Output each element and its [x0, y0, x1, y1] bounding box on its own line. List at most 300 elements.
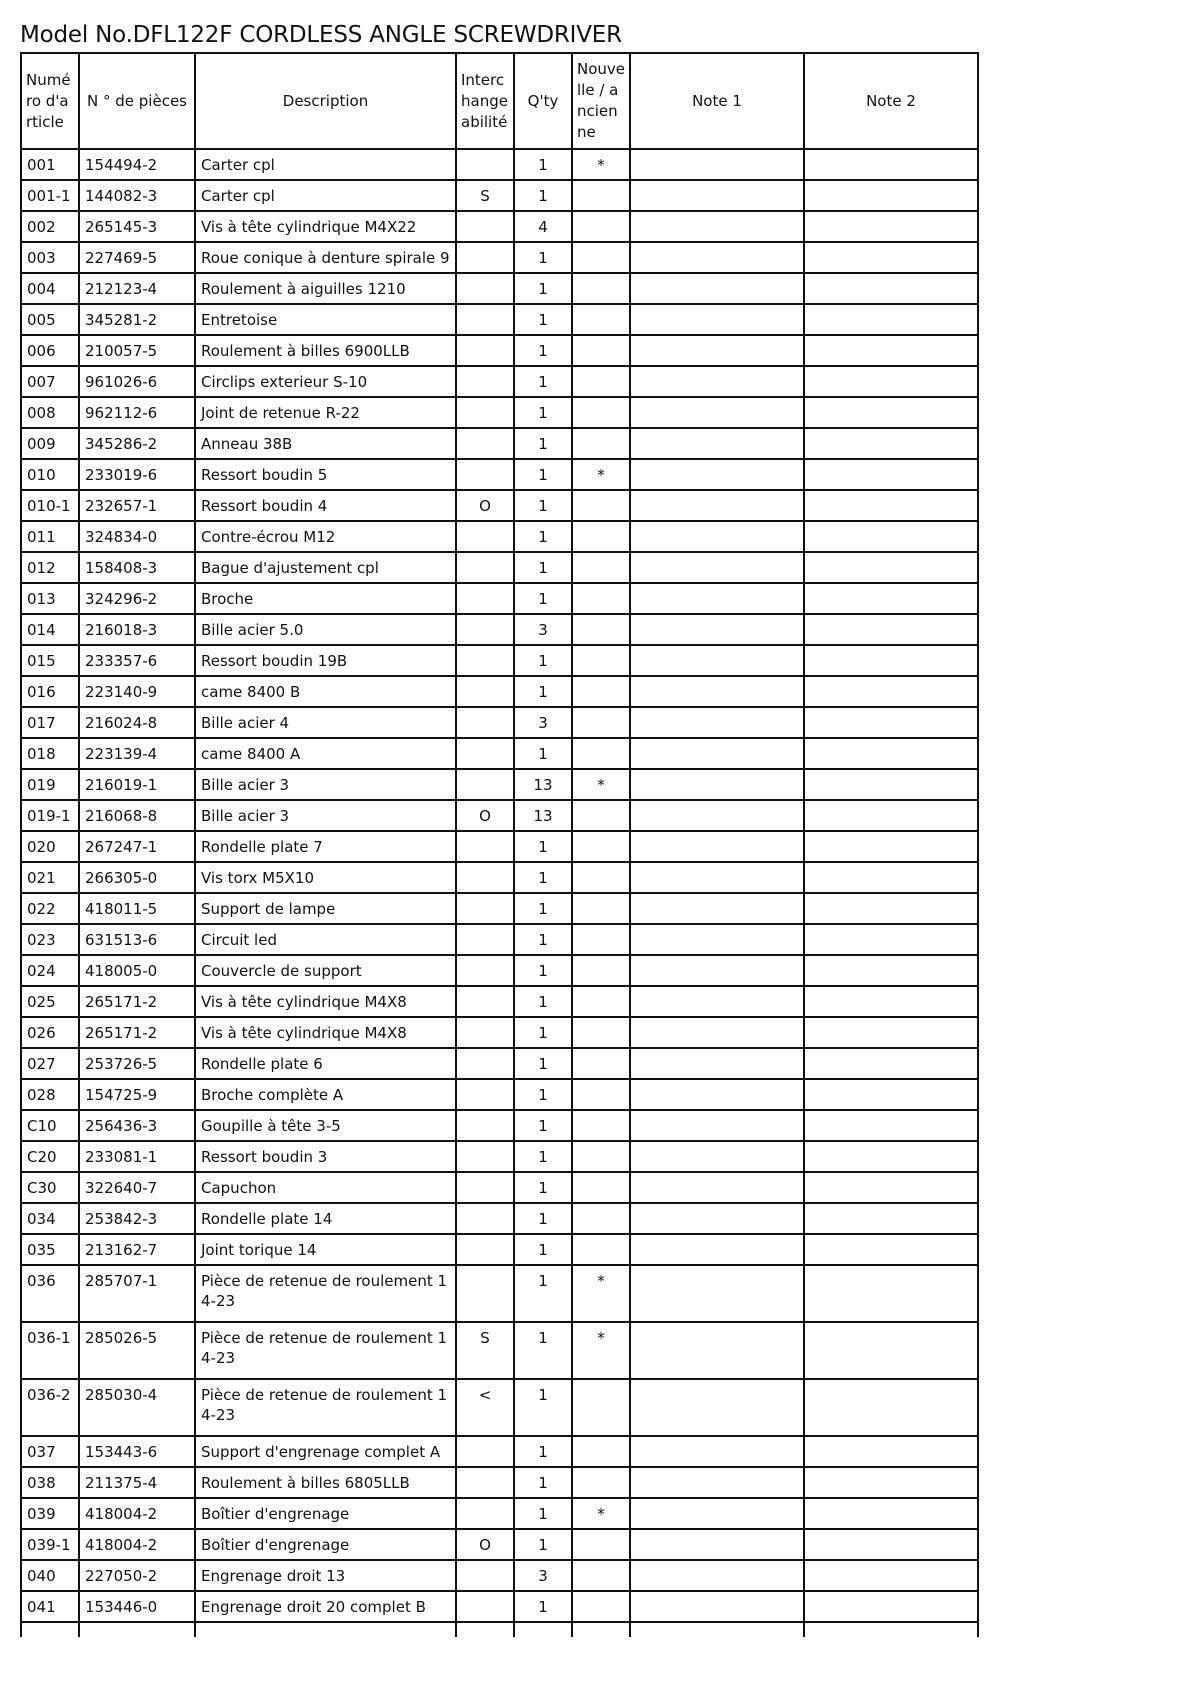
- part-number-cell: 265145-3: [79, 211, 195, 242]
- item-number-cell: 038: [21, 1467, 79, 1498]
- new-old-cell: [572, 304, 630, 335]
- note-2-cell: [804, 986, 978, 1017]
- new-old-cell: [572, 242, 630, 273]
- new-old-cell: [572, 1172, 630, 1203]
- new-old-cell: *: [572, 459, 630, 490]
- note-1-cell: [630, 1203, 804, 1234]
- quantity-cell: 1: [514, 738, 572, 769]
- part-number-cell: 210057-5: [79, 335, 195, 366]
- interchangeability-cell: [456, 1141, 514, 1172]
- part-number-cell: 253726-5: [79, 1048, 195, 1079]
- quantity-cell: 1: [514, 397, 572, 428]
- interchangeability-cell: [456, 676, 514, 707]
- description-cell: came 8400 B: [195, 676, 456, 707]
- item-number-cell: 024: [21, 955, 79, 986]
- table-row: [21, 1172, 978, 1203]
- item-number-cell: C30: [21, 1172, 79, 1203]
- interchangeability-cell: S: [456, 180, 514, 211]
- new-old-cell: [572, 924, 630, 955]
- empty-cell: [630, 1622, 804, 1637]
- description-cell: Anneau 38B: [195, 428, 456, 459]
- note-2-cell: [804, 1265, 978, 1322]
- note-2-cell: [804, 614, 978, 645]
- interchangeability-cell: [456, 211, 514, 242]
- new-old-cell: [572, 1234, 630, 1265]
- note-1-cell: [630, 1560, 804, 1591]
- description-cell: Vis à tête cylindrique M4X8: [195, 986, 456, 1017]
- note-2-cell: [804, 1529, 978, 1560]
- parts-table-body: [21, 149, 978, 1637]
- interchangeability-cell: [456, 1017, 514, 1048]
- note-1-cell: [630, 893, 804, 924]
- note-1-cell: [630, 1234, 804, 1265]
- description-cell: Couvercle de support: [195, 955, 456, 986]
- note-2-cell: [804, 521, 978, 552]
- interchangeability-cell: [456, 1265, 514, 1322]
- quantity-cell: 1: [514, 180, 572, 211]
- part-number-cell: 233081-1: [79, 1141, 195, 1172]
- col-header-part-number: N ° de pièces: [79, 53, 195, 149]
- note-1-cell: [630, 955, 804, 986]
- quantity-cell: 1: [514, 1436, 572, 1467]
- description-cell: Entretoise: [195, 304, 456, 335]
- note-1-cell: [630, 769, 804, 800]
- col-header-note-1: Note 1: [630, 53, 804, 149]
- description-cell: Contre-écrou M12: [195, 521, 456, 552]
- description-cell: Roulement à billes 6900LLB: [195, 335, 456, 366]
- parts-table: [20, 52, 979, 1637]
- new-old-cell: [572, 1048, 630, 1079]
- quantity-cell: 1: [514, 490, 572, 521]
- interchangeability-cell: <: [456, 1379, 514, 1436]
- item-number-cell: C20: [21, 1141, 79, 1172]
- part-number-cell: 285026-5: [79, 1322, 195, 1379]
- note-2-cell: [804, 831, 978, 862]
- note-1-cell: [630, 862, 804, 893]
- col-header-interchangeability: Interchangeabilité: [456, 53, 514, 149]
- item-number-cell: 001-1: [21, 180, 79, 211]
- new-old-cell: [572, 1379, 630, 1436]
- interchangeability-cell: [456, 986, 514, 1017]
- item-number-cell: 018: [21, 738, 79, 769]
- table-row: [21, 149, 978, 180]
- empty-cell: [572, 1622, 630, 1637]
- item-number-cell: 039-1: [21, 1529, 79, 1560]
- part-number-cell: 631513-6: [79, 924, 195, 955]
- new-old-cell: [572, 335, 630, 366]
- quantity-cell: 1: [514, 335, 572, 366]
- interchangeability-cell: [456, 924, 514, 955]
- note-1-cell: [630, 1048, 804, 1079]
- note-1-cell: [630, 1079, 804, 1110]
- new-old-cell: [572, 676, 630, 707]
- part-number-cell: 216068-8: [79, 800, 195, 831]
- description-cell: Support d'engrenage complet A: [195, 1436, 456, 1467]
- interchangeability-cell: [456, 862, 514, 893]
- new-old-cell: [572, 1560, 630, 1591]
- note-2-cell: [804, 1234, 978, 1265]
- part-number-cell: 285030-4: [79, 1379, 195, 1436]
- description-cell: Bille acier 3: [195, 800, 456, 831]
- interchangeability-cell: [456, 738, 514, 769]
- item-number-cell: 009: [21, 428, 79, 459]
- interchangeability-cell: [456, 1110, 514, 1141]
- interchangeability-cell: [456, 552, 514, 583]
- interchangeability-cell: [456, 428, 514, 459]
- table-row: [21, 242, 978, 273]
- part-number-cell: 153446-0: [79, 1591, 195, 1622]
- note-2-cell: [804, 397, 978, 428]
- description-cell: Pièce de retenue de roulement 14-23: [195, 1379, 456, 1436]
- quantity-cell: 1: [514, 1591, 572, 1622]
- new-old-cell: *: [572, 149, 630, 180]
- table-row: [21, 552, 978, 583]
- item-number-cell: 008: [21, 397, 79, 428]
- note-2-cell: [804, 1379, 978, 1436]
- note-1-cell: [630, 614, 804, 645]
- new-old-cell: [572, 211, 630, 242]
- table-row: [21, 800, 978, 831]
- item-number-cell: 037: [21, 1436, 79, 1467]
- interchangeability-cell: [456, 1079, 514, 1110]
- interchangeability-cell: [456, 583, 514, 614]
- note-2-cell: [804, 242, 978, 273]
- item-number-cell: 011: [21, 521, 79, 552]
- quantity-cell: 1: [514, 924, 572, 955]
- interchangeability-cell: [456, 397, 514, 428]
- interchangeability-cell: [456, 831, 514, 862]
- note-1-cell: [630, 1265, 804, 1322]
- item-number-cell: 013: [21, 583, 79, 614]
- new-old-cell: [572, 1467, 630, 1498]
- interchangeability-cell: [456, 769, 514, 800]
- note-1-cell: [630, 1172, 804, 1203]
- quantity-cell: 1: [514, 831, 572, 862]
- note-2-cell: [804, 335, 978, 366]
- item-number-cell: 010-1: [21, 490, 79, 521]
- note-2-cell: [804, 211, 978, 242]
- quantity-cell: 1: [514, 304, 572, 335]
- item-number-cell: 012: [21, 552, 79, 583]
- item-number-cell: 036: [21, 1265, 79, 1322]
- new-old-cell: [572, 1529, 630, 1560]
- new-old-cell: [572, 583, 630, 614]
- new-old-cell: [572, 1203, 630, 1234]
- description-cell: Engrenage droit 20 complet B: [195, 1591, 456, 1622]
- item-number-cell: 019: [21, 769, 79, 800]
- interchangeability-cell: [456, 955, 514, 986]
- description-cell: Boîtier d'engrenage: [195, 1498, 456, 1529]
- part-number-cell: 227469-5: [79, 242, 195, 273]
- new-old-cell: [572, 800, 630, 831]
- interchangeability-cell: O: [456, 800, 514, 831]
- quantity-cell: 1: [514, 521, 572, 552]
- note-1-cell: [630, 1436, 804, 1467]
- description-cell: Bille acier 3: [195, 769, 456, 800]
- table-header-row: [21, 53, 978, 149]
- empty-cell: [195, 1622, 456, 1637]
- description-cell: Bille acier 5.0: [195, 614, 456, 645]
- note-2-cell: [804, 304, 978, 335]
- part-number-cell: 232657-1: [79, 490, 195, 521]
- new-old-cell: *: [572, 1498, 630, 1529]
- quantity-cell: 1: [514, 149, 572, 180]
- new-old-cell: [572, 428, 630, 459]
- quantity-cell: 1: [514, 1322, 572, 1379]
- table-row: [21, 428, 978, 459]
- description-cell: Capuchon: [195, 1172, 456, 1203]
- quantity-cell: 13: [514, 769, 572, 800]
- description-cell: Broche: [195, 583, 456, 614]
- table-row: [21, 583, 978, 614]
- table-row: [21, 1079, 978, 1110]
- quantity-cell: 1: [514, 955, 572, 986]
- item-number-cell: 006: [21, 335, 79, 366]
- note-1-cell: [630, 800, 804, 831]
- col-header-note-2: Note 2: [804, 53, 978, 149]
- quantity-cell: 1: [514, 645, 572, 676]
- quantity-cell: 1: [514, 459, 572, 490]
- note-2-cell: [804, 149, 978, 180]
- quantity-cell: 1: [514, 366, 572, 397]
- quantity-cell: 13: [514, 800, 572, 831]
- part-number-cell: 418004-2: [79, 1529, 195, 1560]
- quantity-cell: 3: [514, 614, 572, 645]
- new-old-cell: [572, 986, 630, 1017]
- col-header-new-old: Nouvelle / ancienne: [572, 53, 630, 149]
- note-1-cell: [630, 366, 804, 397]
- note-1-cell: [630, 1529, 804, 1560]
- part-number-cell: 324834-0: [79, 521, 195, 552]
- table-row: [21, 1234, 978, 1265]
- item-number-cell: 007: [21, 366, 79, 397]
- part-number-cell: 213162-7: [79, 1234, 195, 1265]
- table-row: [21, 1048, 978, 1079]
- description-cell: Support de lampe: [195, 893, 456, 924]
- description-cell: Bague d'ajustement cpl: [195, 552, 456, 583]
- part-number-cell: 154725-9: [79, 1079, 195, 1110]
- new-old-cell: [572, 738, 630, 769]
- item-number-cell: 022: [21, 893, 79, 924]
- part-number-cell: 223139-4: [79, 738, 195, 769]
- interchangeability-cell: [456, 1436, 514, 1467]
- part-number-cell: 324296-2: [79, 583, 195, 614]
- table-row: [21, 180, 978, 211]
- quantity-cell: 1: [514, 273, 572, 304]
- table-row: [21, 1498, 978, 1529]
- interchangeability-cell: [456, 1048, 514, 1079]
- empty-cell: [21, 1622, 79, 1637]
- interchangeability-cell: O: [456, 490, 514, 521]
- interchangeability-cell: S: [456, 1322, 514, 1379]
- item-number-cell: 017: [21, 707, 79, 738]
- note-2-cell: [804, 366, 978, 397]
- quantity-cell: 1: [514, 1467, 572, 1498]
- note-2-cell: [804, 583, 978, 614]
- note-2-cell: [804, 1467, 978, 1498]
- note-1-cell: [630, 645, 804, 676]
- note-2-cell: [804, 738, 978, 769]
- item-number-cell: 035: [21, 1234, 79, 1265]
- note-1-cell: [630, 304, 804, 335]
- note-1-cell: [630, 149, 804, 180]
- note-1-cell: [630, 552, 804, 583]
- item-number-cell: 016: [21, 676, 79, 707]
- item-number-cell: 001: [21, 149, 79, 180]
- table-row: [21, 676, 978, 707]
- description-cell: Joint de retenue R-22: [195, 397, 456, 428]
- table-row: [21, 862, 978, 893]
- quantity-cell: 1: [514, 893, 572, 924]
- table-row: [21, 490, 978, 521]
- note-2-cell: [804, 862, 978, 893]
- interchangeability-cell: [456, 645, 514, 676]
- empty-cell: [804, 1622, 978, 1637]
- note-2-cell: [804, 1591, 978, 1622]
- interchangeability-cell: [456, 1560, 514, 1591]
- note-1-cell: [630, 242, 804, 273]
- col-header-description: Description: [195, 53, 456, 149]
- new-old-cell: [572, 180, 630, 211]
- item-number-cell: C10: [21, 1110, 79, 1141]
- note-1-cell: [630, 1141, 804, 1172]
- interchangeability-cell: [456, 242, 514, 273]
- table-row: [21, 1203, 978, 1234]
- note-2-cell: [804, 180, 978, 211]
- description-cell: Engrenage droit 13: [195, 1560, 456, 1591]
- table-row: [21, 1141, 978, 1172]
- part-number-cell: 212123-4: [79, 273, 195, 304]
- part-number-cell: 418004-2: [79, 1498, 195, 1529]
- table-row: [21, 738, 978, 769]
- description-cell: Goupille à tête 3-5: [195, 1110, 456, 1141]
- item-number-cell: 021: [21, 862, 79, 893]
- part-number-cell: 227050-2: [79, 1560, 195, 1591]
- note-1-cell: [630, 490, 804, 521]
- new-old-cell: *: [572, 1322, 630, 1379]
- empty-cell: [514, 1622, 572, 1637]
- item-number-cell: 015: [21, 645, 79, 676]
- part-number-cell: 158408-3: [79, 552, 195, 583]
- interchangeability-cell: [456, 1498, 514, 1529]
- new-old-cell: [572, 521, 630, 552]
- note-1-cell: [630, 1379, 804, 1436]
- empty-cell: [456, 1622, 514, 1637]
- description-cell: Circuit led: [195, 924, 456, 955]
- quantity-cell: 1: [514, 862, 572, 893]
- item-number-cell: 034: [21, 1203, 79, 1234]
- note-1-cell: [630, 335, 804, 366]
- description-cell: Roulement à billes 6805LLB: [195, 1467, 456, 1498]
- note-2-cell: [804, 428, 978, 459]
- new-old-cell: [572, 397, 630, 428]
- quantity-cell: 1: [514, 1017, 572, 1048]
- interchangeability-cell: [456, 521, 514, 552]
- table-row: [21, 459, 978, 490]
- col-header-quantity: Q'ty: [514, 53, 572, 149]
- table-row: [21, 924, 978, 955]
- part-number-cell: 265171-2: [79, 1017, 195, 1048]
- item-number-cell: 041: [21, 1591, 79, 1622]
- item-number-cell: 028: [21, 1079, 79, 1110]
- interchangeability-cell: [456, 304, 514, 335]
- interchangeability-cell: [456, 707, 514, 738]
- quantity-cell: 1: [514, 242, 572, 273]
- note-2-cell: [804, 1322, 978, 1379]
- item-number-cell: 026: [21, 1017, 79, 1048]
- note-1-cell: [630, 1017, 804, 1048]
- note-2-cell: [804, 707, 978, 738]
- part-number-cell: 233019-6: [79, 459, 195, 490]
- note-2-cell: [804, 552, 978, 583]
- quantity-cell: 1: [514, 1234, 572, 1265]
- description-cell: Pièce de retenue de roulement 14-23: [195, 1322, 456, 1379]
- interchangeability-cell: [456, 1172, 514, 1203]
- part-number-cell: 285707-1: [79, 1265, 195, 1322]
- quantity-cell: 1: [514, 1379, 572, 1436]
- new-old-cell: [572, 1017, 630, 1048]
- item-number-cell: 020: [21, 831, 79, 862]
- part-number-cell: 961026-6: [79, 366, 195, 397]
- part-number-cell: 267247-1: [79, 831, 195, 862]
- part-number-cell: 216019-1: [79, 769, 195, 800]
- item-number-cell: 039: [21, 1498, 79, 1529]
- table-row: [21, 211, 978, 242]
- part-number-cell: 253842-3: [79, 1203, 195, 1234]
- quantity-cell: 1: [514, 1110, 572, 1141]
- new-old-cell: *: [572, 769, 630, 800]
- description-cell: Ressort boudin 5: [195, 459, 456, 490]
- table-row: [21, 521, 978, 552]
- quantity-cell: 1: [514, 552, 572, 583]
- part-number-cell: 265171-2: [79, 986, 195, 1017]
- note-1-cell: [630, 1110, 804, 1141]
- description-cell: Pièce de retenue de roulement 14-23: [195, 1265, 456, 1322]
- part-number-cell: 266305-0: [79, 862, 195, 893]
- note-2-cell: [804, 676, 978, 707]
- item-number-cell: 040: [21, 1560, 79, 1591]
- table-row: [21, 335, 978, 366]
- note-1-cell: [630, 397, 804, 428]
- table-row: [21, 1265, 978, 1322]
- item-number-cell: 002: [21, 211, 79, 242]
- interchangeability-cell: [456, 614, 514, 645]
- note-1-cell: [630, 738, 804, 769]
- new-old-cell: [572, 1141, 630, 1172]
- table-row: [21, 614, 978, 645]
- note-1-cell: [630, 831, 804, 862]
- interchangeability-cell: [456, 366, 514, 397]
- note-2-cell: [804, 1141, 978, 1172]
- part-number-cell: 256436-3: [79, 1110, 195, 1141]
- note-2-cell: [804, 800, 978, 831]
- interchangeability-cell: [456, 335, 514, 366]
- note-2-cell: [804, 893, 978, 924]
- description-cell: Joint torique 14: [195, 1234, 456, 1265]
- item-number-cell: 025: [21, 986, 79, 1017]
- interchangeability-cell: [456, 1467, 514, 1498]
- table-row: [21, 769, 978, 800]
- new-old-cell: [572, 1436, 630, 1467]
- item-number-cell: 036-2: [21, 1379, 79, 1436]
- note-1-cell: [630, 1498, 804, 1529]
- item-number-cell: 023: [21, 924, 79, 955]
- note-2-cell: [804, 769, 978, 800]
- new-old-cell: [572, 366, 630, 397]
- note-2-cell: [804, 273, 978, 304]
- interchangeability-cell: [456, 273, 514, 304]
- table-row: [21, 831, 978, 862]
